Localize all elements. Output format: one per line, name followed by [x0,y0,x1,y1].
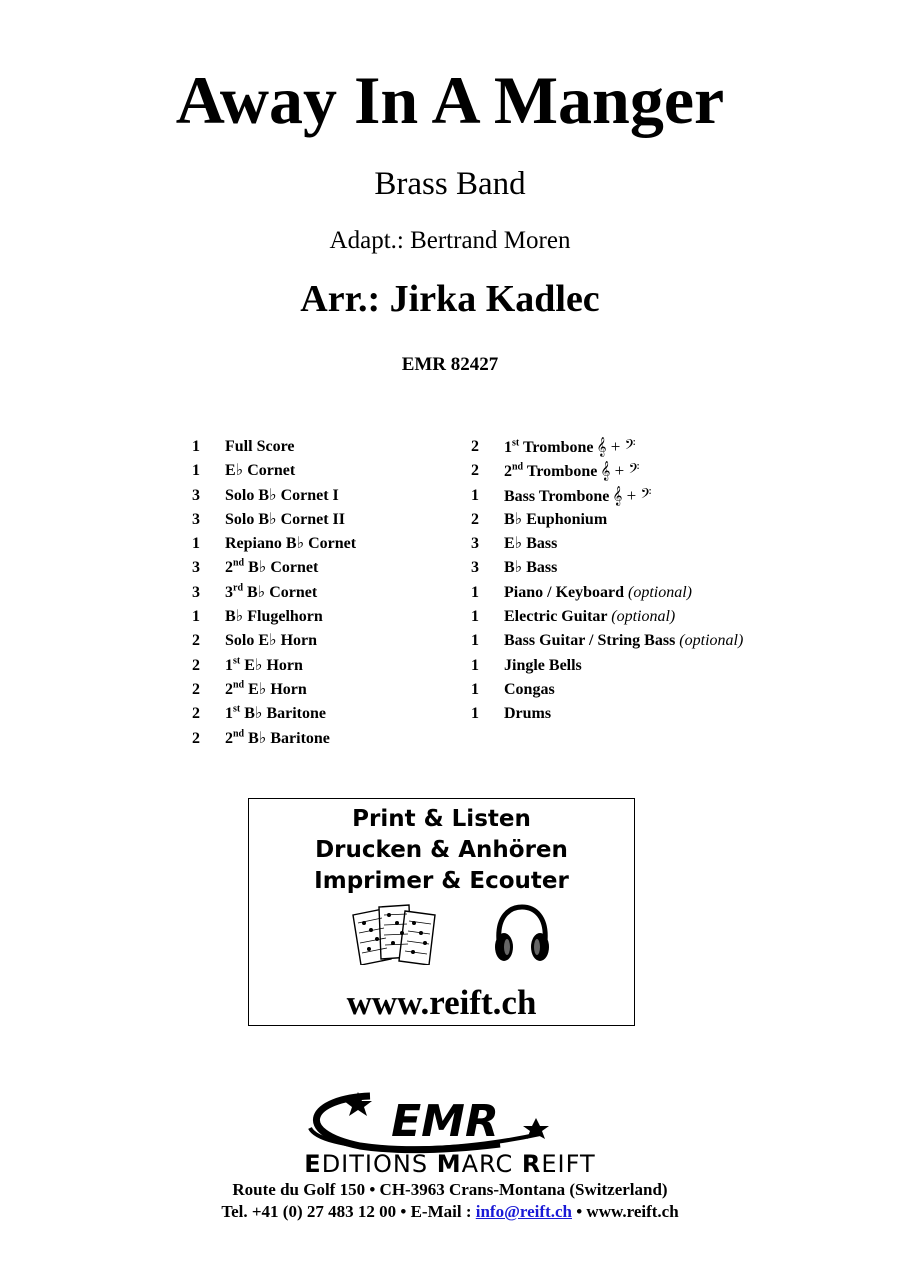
clef-icon: 𝄞 + 𝄢 [596,437,636,456]
part-name: 1st B♭ Baritone [225,703,326,723]
part-name: Solo B♭ Cornet I [225,486,339,504]
part-quantity: 1 [471,680,479,698]
piece-title: Away In A Manger [175,62,725,138]
part-name: Electric Guitar (optional) [504,608,676,626]
part-row [192,655,356,679]
part-row [471,509,743,533]
part-name: Bass Trombone 𝄞 + 𝄢 [504,485,652,505]
clef-icon: 𝄞 + 𝄢 [600,461,640,481]
headphones-icon [491,903,553,965]
part-name: Solo B♭ Cornet II [225,510,345,528]
contact-phone: Tel. +41 (0) 27 483 12 00 • E-Mail : [221,1202,476,1221]
print-listen-box [248,798,635,1026]
part-row [471,630,743,654]
part-row [192,460,356,484]
part-name: Full Score [225,438,295,455]
part-quantity: 3 [192,486,200,504]
part-quantity: 2 [471,510,479,528]
part-name: 2nd E♭ Horn [225,679,307,698]
promo-website[interactable]: www.reift.ch [346,983,537,1022]
part-quantity: 3 [192,583,200,601]
email-link[interactable]: info@reift.ch [475,1202,572,1221]
parts-list-left [192,436,356,752]
part-quantity: 2 [192,680,200,698]
part-row [471,582,743,606]
part-name: Bass Guitar / String Bass (optional) [504,632,744,650]
part-quantity: 1 [192,608,200,626]
part-name: 2nd B♭ Cornet [225,558,319,577]
part-quantity: 2 [192,705,200,723]
part-row [471,703,743,727]
part-row [192,436,356,460]
part-name: 3rd B♭ Cornet [225,582,318,601]
part-quantity: 1 [192,535,200,553]
part-row [192,582,356,606]
part-row [192,557,356,581]
part-row [471,655,743,679]
part-name: E♭ Bass [504,535,558,553]
part-name: Piano / Keyboard (optional) [504,583,693,601]
part-name: Repiano B♭ Cornet [225,535,357,553]
part-row [471,460,743,484]
parts-list-right [471,436,743,728]
part-row [471,485,743,509]
part-quantity: 1 [192,462,200,480]
part-name: B♭ Bass [504,559,558,577]
catalog-number: EMR 82427 [401,354,499,375]
part-row [471,679,743,703]
promo-line-english: Print & Listen [352,806,531,832]
part-name: 1st Trombone 𝄞 + 𝄢 [504,437,636,456]
part-name: 2nd B♭ Baritone [225,728,330,747]
part-name: E♭ Cornet [225,462,296,480]
logo-text [391,1096,499,1147]
part-row [471,606,743,630]
part-quantity: 2 [471,462,479,480]
part-quantity: 3 [471,535,479,553]
part-row [192,485,356,509]
promo-line-french: Imprimer & Ecouter [314,868,569,894]
part-row [471,533,743,557]
part-name: Congas [504,680,555,698]
part-quantity: 1 [471,608,479,626]
part-quantity: 2 [192,656,200,674]
ensemble-subtitle: Brass Band [374,166,526,202]
part-quantity: 2 [192,632,200,650]
part-quantity: 1 [471,656,479,674]
part-quantity: 3 [471,559,479,577]
part-row [192,509,356,533]
part-row [192,703,356,727]
arranger-credit: Arr.: Jirka Kadlec [300,278,600,320]
part-quantity: 2 [192,729,200,747]
part-row [192,679,356,703]
part-row [471,436,743,460]
svg-text:EMR: EMR [391,1096,499,1147]
part-name: 2nd Trombone 𝄞 + 𝄢 [504,461,640,481]
part-quantity: 1 [471,632,479,650]
part-quantity: 1 [471,705,479,723]
part-row [192,606,356,630]
part-name: B♭ Flugelhorn [225,608,323,626]
part-row [192,630,356,654]
part-quantity: 3 [192,559,200,577]
publisher-name: EDITIONS MARC REIFT [304,1150,596,1178]
part-quantity: 1 [192,438,200,455]
part-name: Jingle Bells [504,656,582,674]
clef-icon: 𝄞 + 𝄢 [612,485,652,505]
publisher-address: Route du Golf 150 • CH-3963 Crans-Montana (Switzerland) [232,1180,668,1199]
part-name: 1st E♭ Horn [225,655,303,674]
publisher-contact [0,1203,900,1220]
contact-website[interactable]: • www.reift.ch [571,1202,679,1221]
part-name: Solo E♭ Horn [225,632,318,650]
part-row [192,533,356,557]
part-quantity: 3 [192,510,200,528]
adapter-credit: Adapt.: Bertrand Moren [329,227,571,254]
part-quantity: 2 [471,438,479,455]
part-quantity: 1 [471,583,479,601]
part-name: Drums [504,705,552,723]
promo-icons [249,903,634,965]
part-row [192,728,356,752]
part-row [471,557,743,581]
sheet-music-icon [349,903,441,965]
part-quantity: 1 [471,486,479,504]
part-name: B♭ Euphonium [504,510,608,528]
promo-line-german: Drucken & Anhören [315,837,568,863]
